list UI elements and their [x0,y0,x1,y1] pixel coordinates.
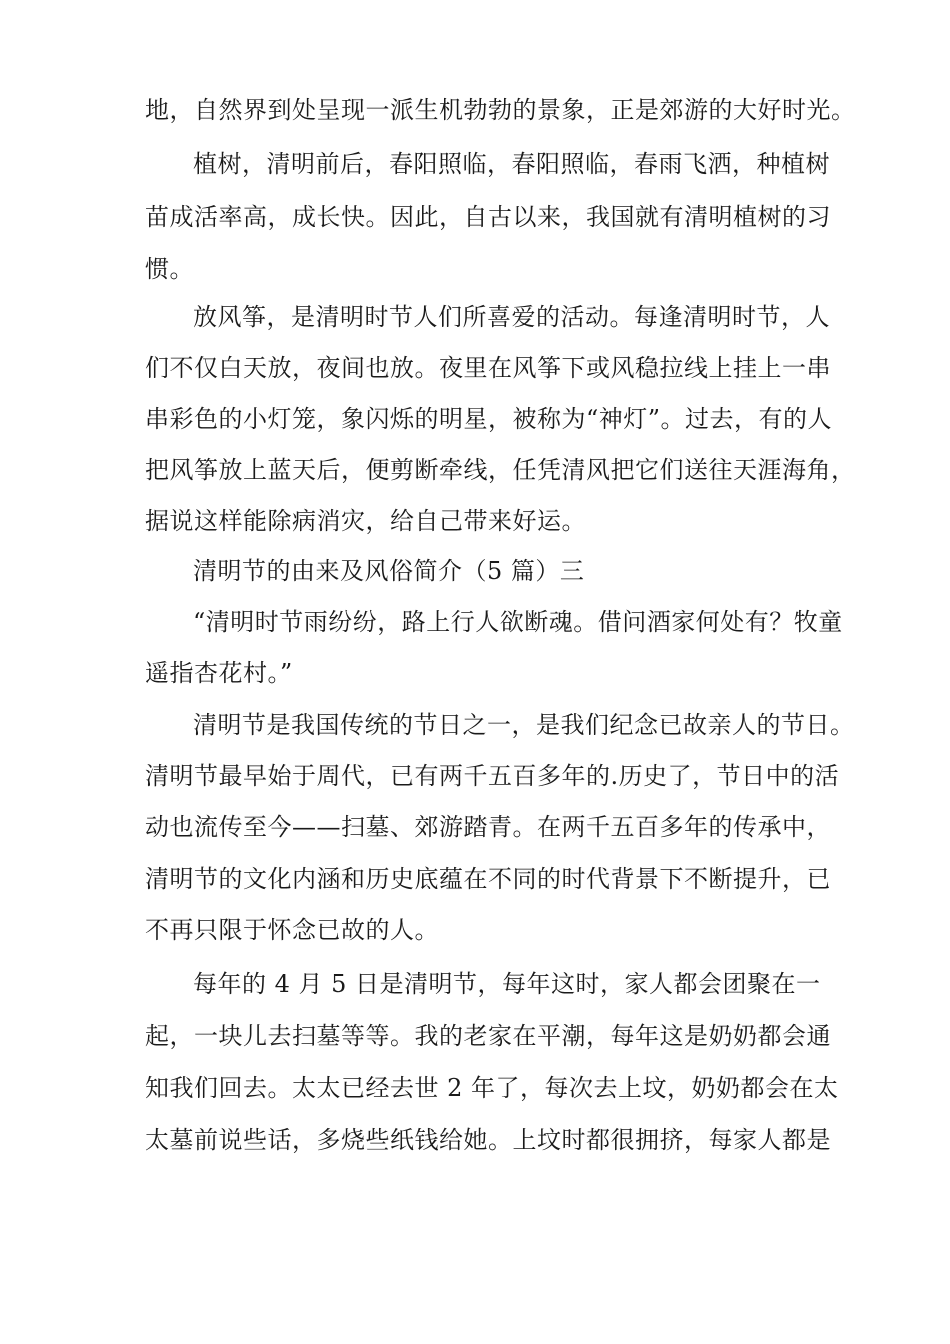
text-line: 串彩色的小灯笼，象闪烁的明星，被称为“神灯”。过去，有的人 [145,405,833,433]
paragraph-start-line: 植树，清明前后，春阳照临，春阳照临，春雨飞洒，种植树 [193,150,830,178]
text-line: 把风筝放上蓝天后，便剪断牵线，任凭清风把它们送往天涯海角， [145,456,856,484]
text-line: 惯。 [145,255,194,283]
text-line: 知我们回去。太太已经去世 2 年了，每次去上坟，奶奶都会在太 [145,1074,839,1102]
text-line: 们不仅白天放，夜间也放。夜里在风筝下或风稳拉线上挂上一串 [145,354,831,382]
text-line: 地，自然界到处呈现一派生机勃勃的景象，正是郊游的大好时光。 [145,96,856,124]
paragraph-start-line: 清明节是我国传统的节日之一，是我们纪念已故亲人的节日。 [193,711,855,739]
text-line: 起，一块儿去扫墓等等。我的老家在平潮，每年这是奶奶都会通 [145,1022,831,1050]
text-line: 动也流传至今——扫墓、郊游踏青。在两千五百多年的传承中， [145,813,831,841]
text-line: 太墓前说些话，多烧些纸钱给她。上坟时都很拥挤，每家人都是 [145,1126,831,1154]
text-line: 清明节最早始于周代，已有两千五百多年的.历史了，节日中的活 [145,762,840,790]
paragraph-start-line: “清明时节雨纷纷，路上行人欲断魂。借问酒家何处有？牧童 [193,608,843,636]
text-line: 苗成活率高，成长快。因此，自古以来，我国就有清明植树的习 [145,203,831,231]
paragraph-start-line: 每年的 4 月 5 日是清明节，每年这时，家人都会团聚在一 [193,970,821,998]
paragraph-start-line: 放风筝，是清明时节人们所喜爱的活动。每逢清明时节，人 [193,303,830,331]
section-heading: 清明节的由来及风俗简介（5 篇）三 [193,557,585,585]
text-line: 不再只限于怀念已故的人。 [145,916,439,944]
text-line: 据说这样能除病消灾，给自己带来好运。 [145,507,586,535]
text-line: 清明节的文化内涵和历史底蕴在不同的时代背景下不断提升，已 [145,865,831,893]
text-line: 遥指杏花村。” [145,659,293,687]
